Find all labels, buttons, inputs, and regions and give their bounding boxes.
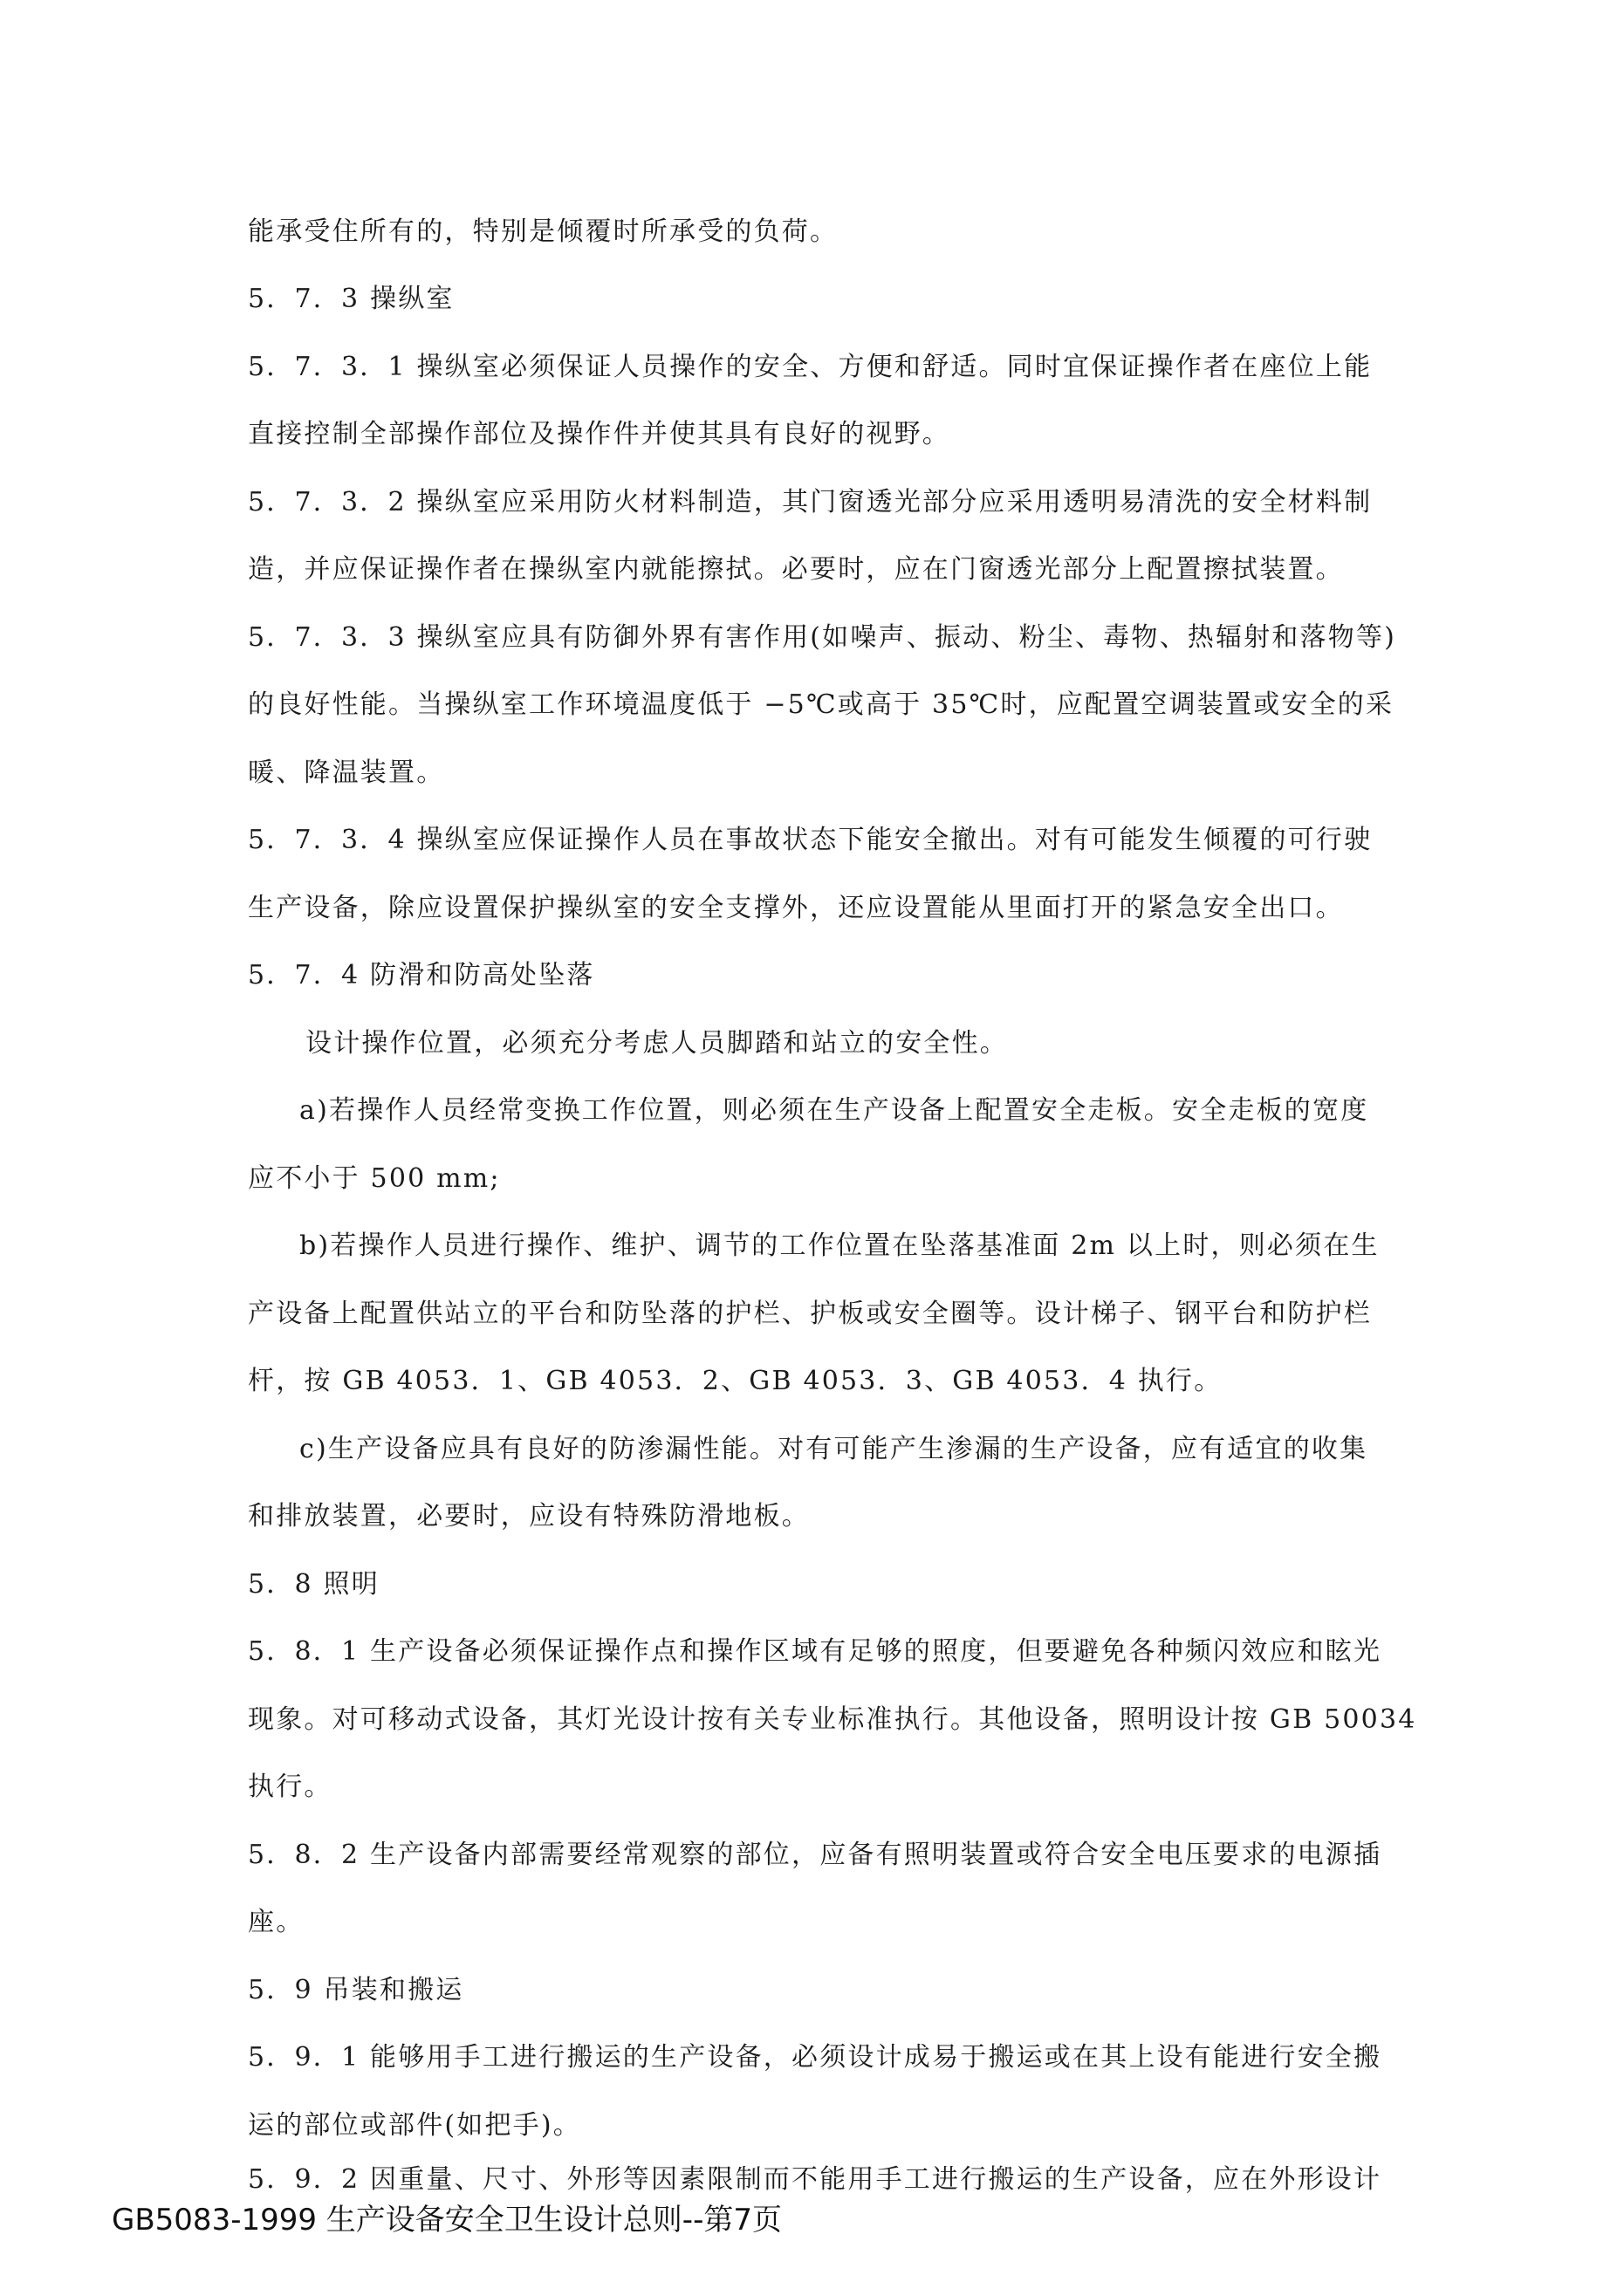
section-heading: 5．9 吊装和搬运	[248, 1975, 464, 2005]
body-text-line: 5．9．2 因重量、尺寸、外形等因素限制而不能用手工进行搬运的生产设备，应在外形设计	[248, 2164, 1382, 2195]
body-text-line: 执行。	[248, 1772, 332, 1802]
body-text-line: 设计操作位置，必须充分考虑人员脚踏和站立的安全性。	[305, 1028, 1008, 1059]
body-text-line: 产设备上配置供站立的平台和防坠落的护栏、护板或安全圈等。设计梯子、钢平台和防护栏	[248, 1299, 1372, 1329]
body-text-line: 能承受住所有的，特别是倾覆时所承受的负荷。	[248, 216, 839, 247]
body-text-line: 座。	[248, 1907, 305, 1937]
body-text-line: 5．7．3．1 操纵室必须保证人员操作的安全、方便和舒适。同时宜保证操作者在座位上能	[248, 352, 1373, 382]
body-text-line: 5．8．2 生产设备内部需要经常观察的部位，应备有照明装置或符合安全电压要求的电源插	[248, 1840, 1382, 1870]
list-item-a: a)若操作人员经常变换工作位置，则必须在生产设备上配置安全走板。安全走板的宽度	[299, 1095, 1369, 1126]
body-text-line: 暖、降温装置。	[248, 757, 445, 788]
body-text-line: 杆，按 GB 4053．1、GB 4053．2、GB 4053．3、GB 4053．4 执行。	[248, 1366, 1223, 1396]
section-heading: 5．7．3 操纵室	[248, 284, 455, 314]
body-text-line: 5．7．3．2 操纵室应采用防火材料制造，其门窗透光部分应采用透明易清洗的安全材料制	[248, 487, 1373, 517]
body-text-line: 5．7．3．3 操纵室应具有防御外界有害作用(如噪声、振动、粉尘、毒物、热辐射和落物等)	[248, 622, 1397, 653]
section-heading: 5．8 照明	[248, 1569, 380, 1600]
body-text-line: 和排放装置，必要时，应设有特殊防滑地板。	[248, 1501, 810, 1532]
list-item-c: c)生产设备应具有良好的防渗漏性能。对有可能产生渗漏的生产设备，应有适宜的收集	[299, 1434, 1368, 1464]
body-text-line: 5．8．1 生产设备必须保证操作点和操作区域有足够的照度，但要避免各种频闪效应和眩光	[248, 1636, 1382, 1667]
body-text-line: 运的部位或部件(如把手)。	[248, 2110, 582, 2141]
body-text-line: 现象。对可移动式设备，其灯光设计按有关专业标准执行。其他设备，照明设计按 GB 50034	[248, 1704, 1417, 1735]
body-text-line: 直接控制全部操作部位及操作件并使其具有良好的视野。	[248, 419, 950, 449]
body-text-line: 生产设备，除应设置保护操纵室的安全支撑外，还应设置能从里面打开的紧急安全出口。	[248, 893, 1344, 923]
body-text-line: 5．9．1 能够用手工进行搬运的生产设备，必须设计成易于搬运或在其上设有能进行安全搬	[248, 2042, 1382, 2073]
body-text-line: 的良好性能。当操纵室工作环境温度低于 −5℃或高于 35℃时，应配置空调装置或安全的采	[248, 689, 1394, 720]
body-text-line: 应不小于 500 mm;	[248, 1163, 501, 1194]
section-heading: 5．7．4 防滑和防高处坠落	[248, 960, 595, 990]
list-item-b: b)若操作人员进行操作、维护、调节的工作位置在坠落基准面 2m 以上时，则必须在生	[299, 1230, 1380, 1261]
page-footer: GB5083-1999 生产设备安全卫生设计总则--第7页	[112, 2203, 782, 2238]
body-text-line: 造，并应保证操作者在操纵室内就能擦拭。必要时，应在门窗透光部分上配置擦拭装置。	[248, 554, 1344, 585]
body-text-line: 5．7．3．4 操纵室应保证操作人员在事故状态下能安全撤出。对有可能发生倾覆的可行驶	[248, 825, 1373, 855]
